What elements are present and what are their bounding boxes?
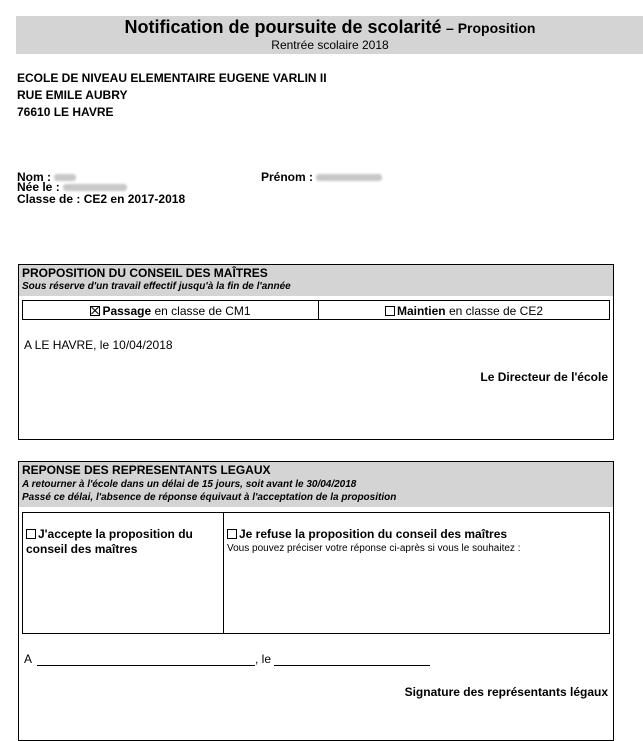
refuse-note: Vous pouvez préciser votre réponse ci-après si vous le souhaitez : xyxy=(227,543,521,554)
reponse-subtitle-2: Passé ce délai, l'absence de réponse équivaut à l'acceptation de la proposition xyxy=(22,492,397,503)
accept-checkbox[interactable] xyxy=(26,529,36,539)
prenom-label: Prénom : xyxy=(261,170,314,184)
conseil-header xyxy=(19,265,613,296)
place-date: A LE HAVRE, le 10/04/2018 xyxy=(24,338,173,352)
a-place-line[interactable] xyxy=(37,665,255,666)
refuse-option[interactable] xyxy=(223,512,610,634)
passage-label-strong: Passage xyxy=(102,304,152,318)
nee-label: Née le : xyxy=(17,180,60,194)
refuse-checkbox[interactable] xyxy=(227,529,237,539)
passage-label-rest: en classe de CM1 xyxy=(154,304,251,318)
parents-signature-label: Signature des représentants légaux xyxy=(404,685,608,699)
maintien-label-rest: en classe de CE2 xyxy=(448,304,544,318)
school-street: RUE EMILE AUBRY xyxy=(17,88,128,102)
a-label: A xyxy=(24,652,33,666)
conseil-title: PROPOSITION DU CONSEIL DES MAÎTRES xyxy=(22,266,268,280)
school-name: ECOLE DE NIVEAU ELEMENTAIRE EUGENE VARLIN II xyxy=(17,71,327,85)
reponse-box xyxy=(18,461,614,741)
school-city: 76610 LE HAVRE xyxy=(17,105,114,119)
document-subtitle: Rentrée scolaire 2018 xyxy=(271,38,389,52)
accept-option[interactable] xyxy=(22,512,224,634)
prenom-field xyxy=(261,170,382,184)
conseil-subtitle: Sous réserve d'un travail effectif jusqu'à la fin de l'année xyxy=(22,281,291,292)
le-date-line[interactable] xyxy=(274,665,430,666)
reponse-subtitle-1: A retourner à l'école dans un délai de 15 jours, soit avant le 30/04/2018 xyxy=(22,479,357,490)
reponse-title: REPONSE DES REPRESENTANTS LEGAUX xyxy=(22,463,271,477)
refuse-title: Je refuse la proposition du conseil des maîtres xyxy=(239,527,508,541)
document-title: Notification de poursuite de scolarité – Proposition xyxy=(124,17,536,37)
accept-line-1: J'accepte la proposition du xyxy=(38,527,193,541)
nee-redacted xyxy=(63,184,127,191)
le-label: , le xyxy=(255,652,272,666)
passage-checkbox[interactable] xyxy=(90,306,100,316)
prenom-redacted xyxy=(316,174,382,181)
option-passage[interactable] xyxy=(22,300,319,320)
conseil-box xyxy=(18,264,614,440)
accept-line-2: conseil des maîtres xyxy=(26,542,138,556)
classe-field xyxy=(17,192,185,206)
classe-label: Classe de : xyxy=(17,192,81,206)
document-header xyxy=(16,16,643,54)
nom-label: Nom : xyxy=(17,170,51,184)
classe-value: CE2 en 2017-2018 xyxy=(83,192,186,206)
option-maintien[interactable] xyxy=(318,300,610,320)
reponse-header xyxy=(19,462,613,507)
maintien-checkbox[interactable] xyxy=(385,306,395,316)
director-signature-label: Le Directeur de l'école xyxy=(480,370,608,384)
title-suffix: – Proposition xyxy=(446,20,536,36)
maintien-label-strong: Maintien xyxy=(396,304,446,318)
